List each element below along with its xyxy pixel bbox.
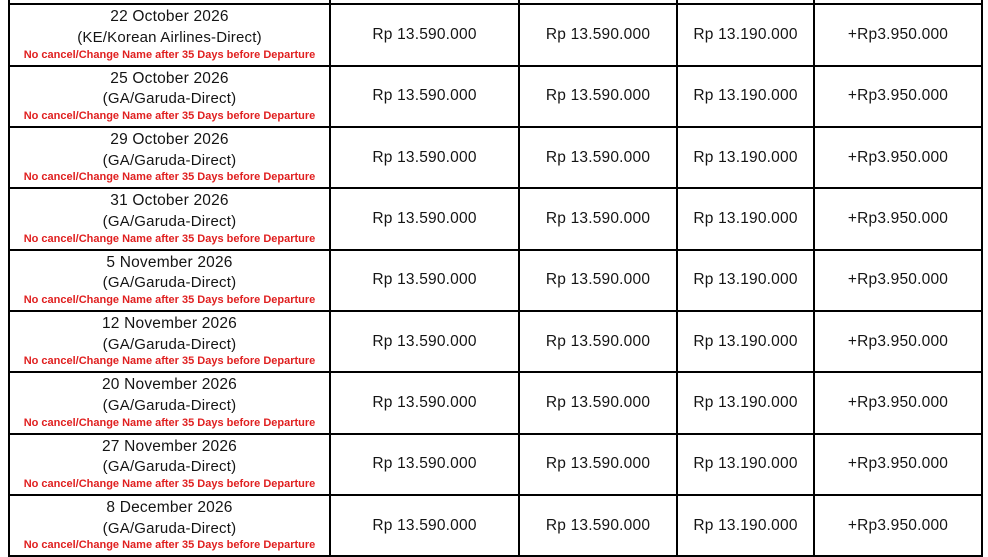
price-cell-3: Rp 13.190.000: [677, 250, 814, 311]
price-cell-2: Rp 13.590.000: [519, 495, 677, 556]
airline-info: (GA/Garuda-Direct): [102, 212, 237, 230]
price-cell-2: Rp 13.590.000: [519, 4, 677, 65]
price-cell-3: Rp 13.190.000: [677, 188, 814, 249]
price-cell-3: Rp 13.190.000: [677, 434, 814, 495]
cancellation-note: No cancel/Change Name after 35 Days before Departure: [23, 232, 316, 245]
price-cell-2: Rp 13.590.000: [519, 372, 677, 433]
price-cell-3: Rp 13.190.000: [677, 372, 814, 433]
departure-date: 29 October 2026: [110, 130, 229, 148]
price-cell-1: Rp 13.590.000: [330, 66, 519, 127]
cancellation-note: No cancel/Change Name after 35 Days before Departure: [23, 539, 316, 552]
price-cell-3: Rp 13.190.000: [677, 495, 814, 556]
departure-date: 12 November 2026: [101, 314, 238, 332]
price-cell-3: Rp 13.190.000: [677, 127, 814, 188]
surcharge-cell: +Rp3.950.000: [814, 188, 982, 249]
surcharge-cell: +Rp3.950.000: [814, 66, 982, 127]
surcharge-cell: +Rp3.950.000: [814, 4, 982, 65]
surcharge-cell: +Rp3.950.000: [814, 372, 982, 433]
cancellation-note: No cancel/Change Name after 35 Days before Departure: [23, 477, 316, 490]
table-row: [9, 4, 982, 65]
table-row: [9, 250, 982, 311]
table-row: [9, 188, 982, 249]
departure-date: 31 October 2026: [110, 192, 229, 210]
cancellation-note: No cancel/Change Name after 35 Days before Departure: [23, 416, 316, 429]
departure-cell: [9, 311, 330, 372]
price-cell-1: Rp 13.590.000: [330, 127, 519, 188]
surcharge-cell: +Rp3.950.000: [814, 250, 982, 311]
table-row: [9, 495, 982, 556]
table-row: [9, 372, 982, 433]
airline-info: (GA/Garuda-Direct): [102, 396, 237, 414]
price-cell-2: Rp 13.590.000: [519, 250, 677, 311]
departure-cell: [9, 4, 330, 65]
departure-date: 8 December 2026: [106, 498, 233, 516]
surcharge-cell: +Rp3.950.000: [814, 434, 982, 495]
cancellation-note: No cancel/Change Name after 35 Days before Departure: [23, 171, 316, 184]
cancellation-note: No cancel/Change Name after 35 Days before Departure: [23, 355, 316, 368]
departure-cell: [9, 250, 330, 311]
table-row: [9, 434, 982, 495]
price-cell-1: Rp 13.590.000: [330, 188, 519, 249]
cancellation-note: No cancel/Change Name after 35 Days before Departure: [23, 293, 316, 306]
price-cell-2: Rp 13.590.000: [519, 66, 677, 127]
surcharge-cell: +Rp3.950.000: [814, 311, 982, 372]
departure-date: 27 November 2026: [101, 437, 238, 455]
price-cell-2: Rp 13.590.000: [519, 188, 677, 249]
airline-info: (KE/Korean Airlines-Direct): [77, 28, 262, 46]
departure-cell: [9, 495, 330, 556]
departure-cell: [9, 188, 330, 249]
price-cell-1: Rp 13.590.000: [330, 495, 519, 556]
airline-info: (GA/Garuda-Direct): [102, 519, 237, 537]
departure-date: 5 November 2026: [106, 253, 233, 271]
price-cell-1: Rp 13.590.000: [330, 4, 519, 65]
surcharge-cell: +Rp3.950.000: [814, 495, 982, 556]
table-row: [9, 66, 982, 127]
departure-date: 22 October 2026: [110, 8, 229, 26]
price-cell-3: Rp 13.190.000: [677, 4, 814, 65]
airline-info: (GA/Garuda-Direct): [102, 90, 237, 108]
surcharge-cell: +Rp3.950.000: [814, 127, 982, 188]
price-cell-1: Rp 13.590.000: [330, 250, 519, 311]
departure-cell: [9, 127, 330, 188]
departure-cell: [9, 372, 330, 433]
airline-info: (GA/Garuda-Direct): [102, 458, 237, 476]
cancellation-note: No cancel/Change Name after 35 Days before Departure: [23, 48, 316, 61]
airline-info: (GA/Garuda-Direct): [102, 151, 237, 169]
airline-info: (GA/Garuda-Direct): [102, 274, 237, 292]
departure-date: 25 October 2026: [110, 69, 229, 87]
price-cell-1: Rp 13.590.000: [330, 372, 519, 433]
departure-cell: [9, 434, 330, 495]
price-cell-1: Rp 13.590.000: [330, 311, 519, 372]
departure-date: 20 November 2026: [101, 376, 238, 394]
price-cell-3: Rp 13.190.000: [677, 311, 814, 372]
price-cell-3: Rp 13.190.000: [677, 66, 814, 127]
departure-price-table: [8, 0, 983, 557]
table-row: [9, 311, 982, 372]
price-cell-2: Rp 13.590.000: [519, 127, 677, 188]
price-cell-1: Rp 13.590.000: [330, 434, 519, 495]
airline-info: (GA/Garuda-Direct): [102, 335, 237, 353]
price-cell-2: Rp 13.590.000: [519, 311, 677, 372]
price-cell-2: Rp 13.590.000: [519, 434, 677, 495]
table-row: [9, 127, 982, 188]
departure-cell: [9, 66, 330, 127]
cancellation-note: No cancel/Change Name after 35 Days before Departure: [23, 109, 316, 122]
